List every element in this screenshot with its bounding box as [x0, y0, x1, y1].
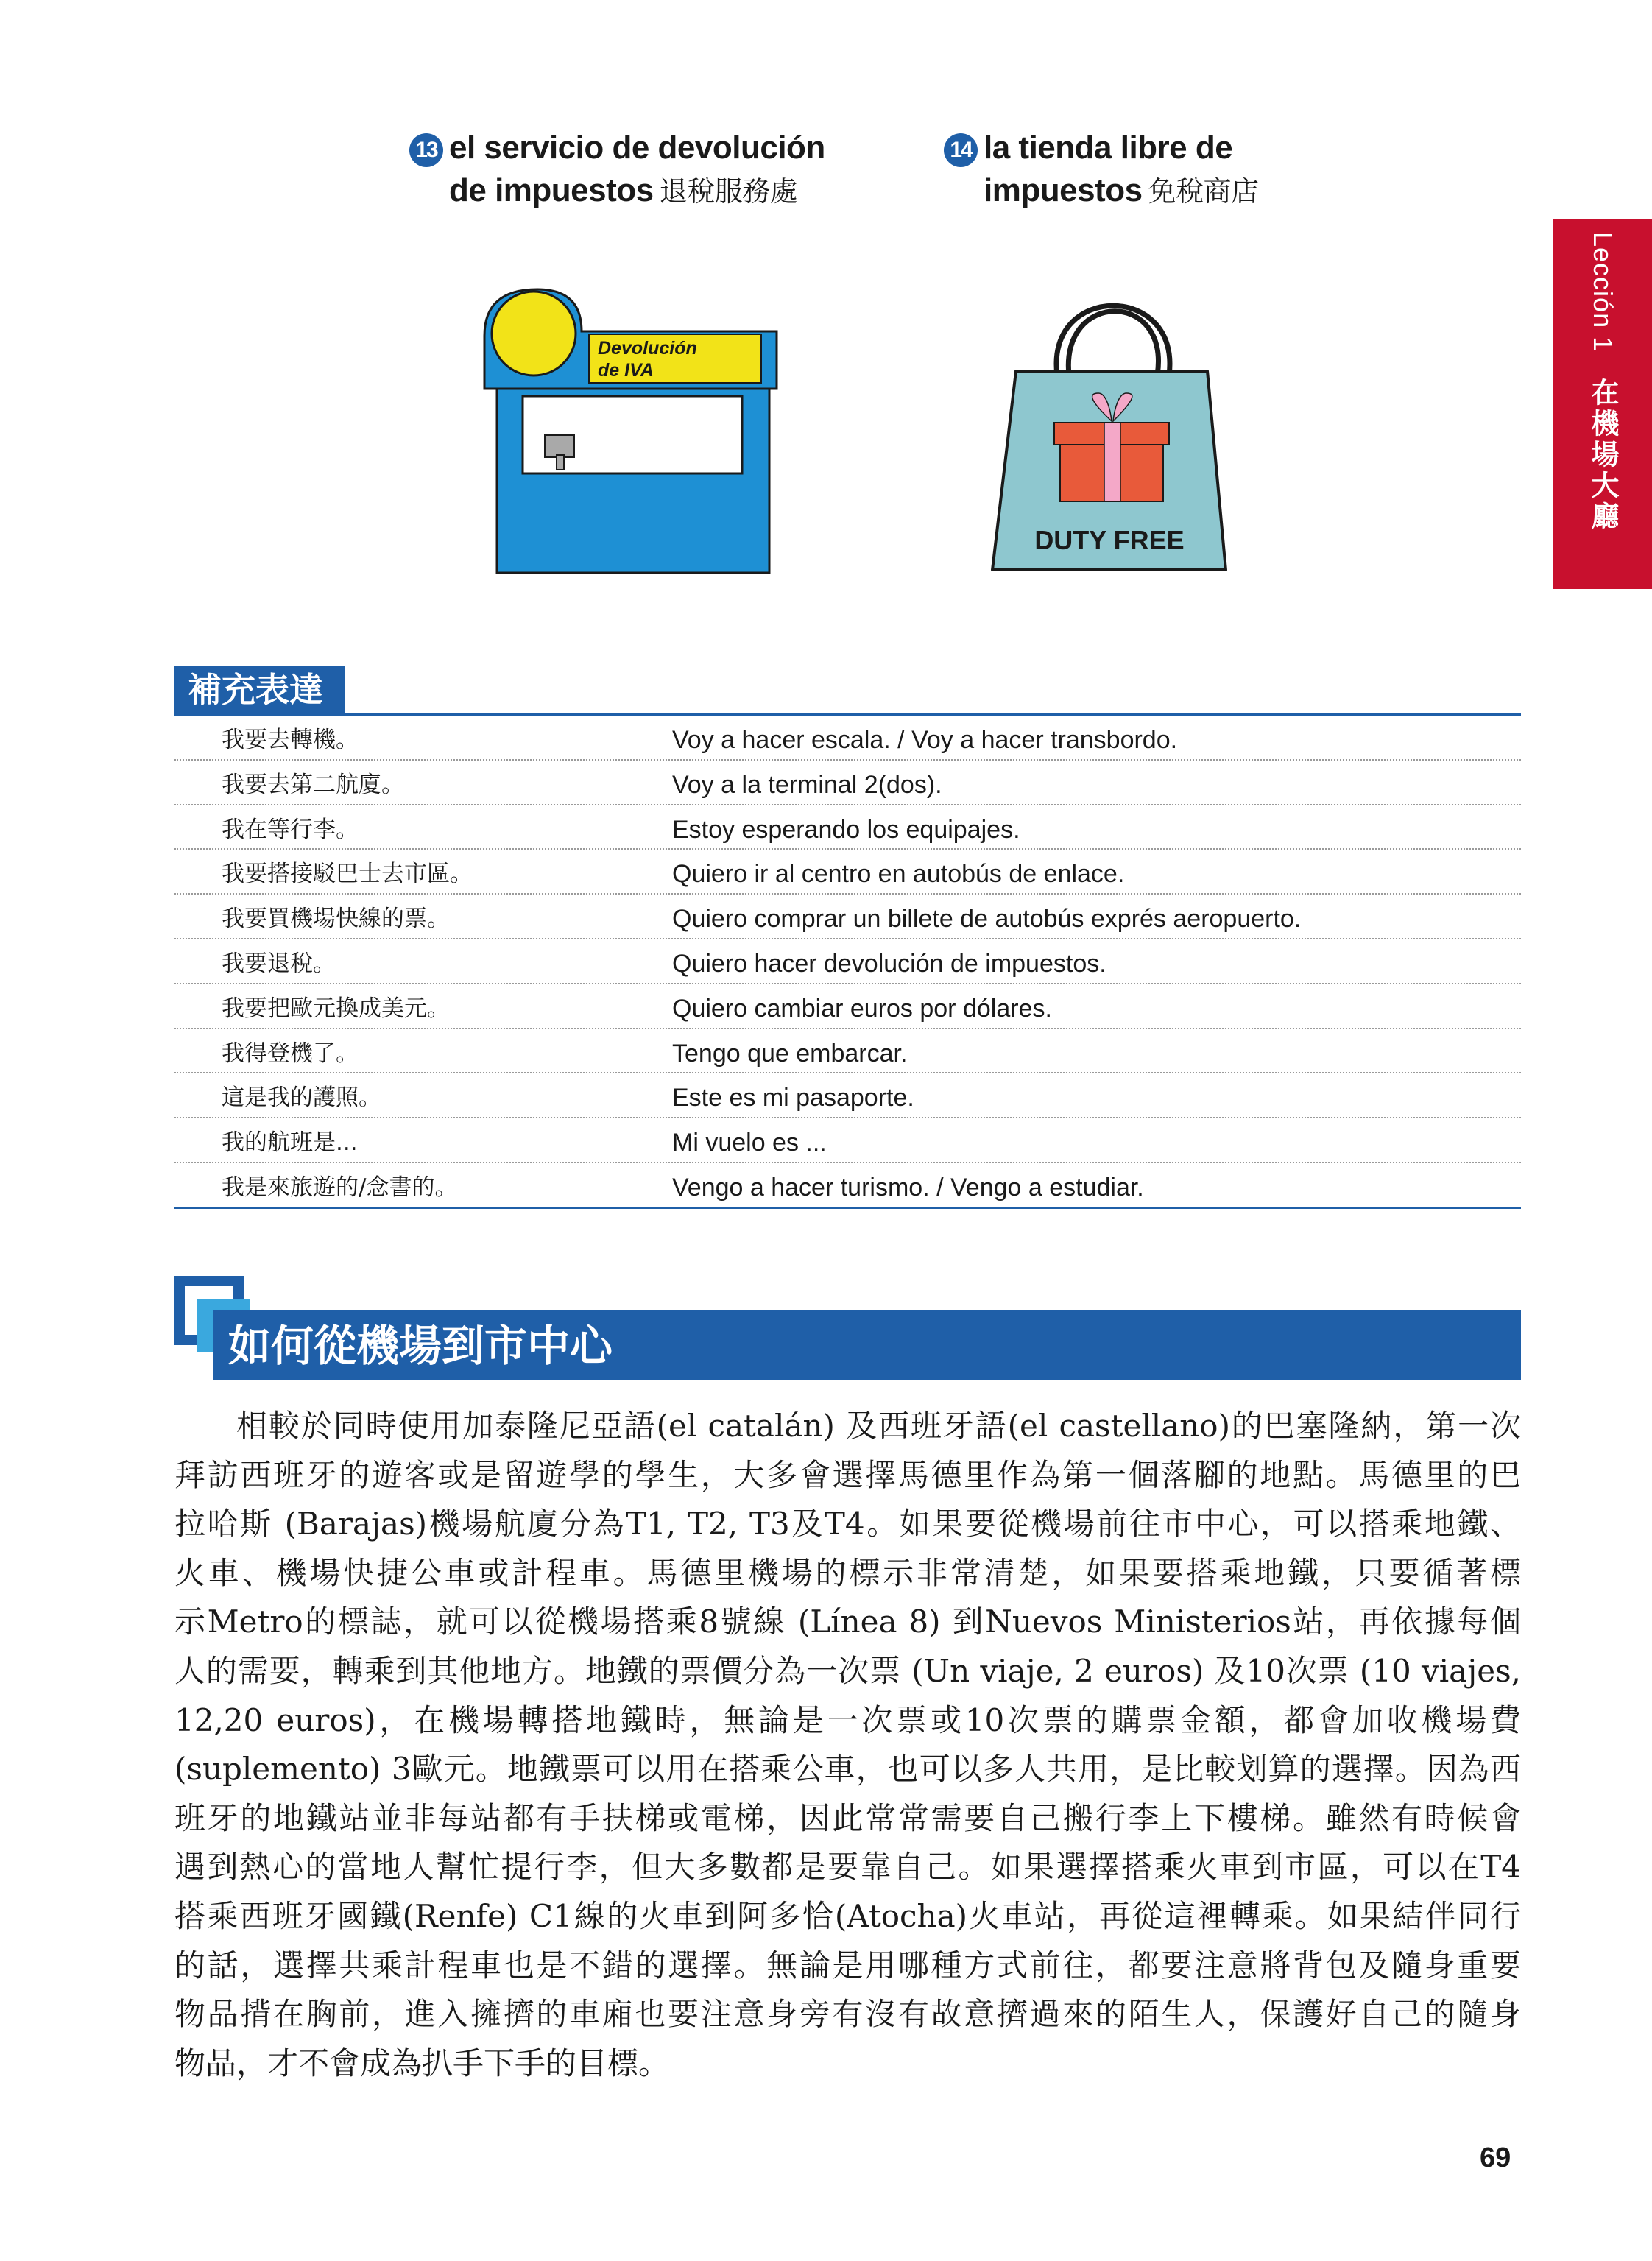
paragraph-line: (suplemento) 3歐元。地鐵票可以用在搭乘公車，也可以多人共用，是比較划算的選擇。因為西: [174, 1751, 1521, 1788]
page-number: 69: [1480, 2142, 1511, 2173]
bag-text: DUTY FREE: [1034, 525, 1185, 555]
paragraph-line: 示Metro的標誌，就可以從機場搭乘8號線 (Línea 8) 到Nuevos Ministerios站，再依據每個: [174, 1604, 1521, 1640]
vocab-item-14: [944, 127, 1259, 213]
paragraph-line: 的話，選擇共乘計程車也是不錯的選擇。無論是用哪種方式前往，都要注意將背包及隨身重要: [174, 1947, 1521, 1983]
table-row: 我要退稅。 Quiero hacer devolución de impuestos.: [174, 939, 1521, 984]
table-row: 我要搭接駁巴士去市區。 Quiero ir al centro en autobús de enlace.: [174, 850, 1521, 895]
vocab-term-line2: de impuestos: [449, 172, 654, 208]
paragraph-line: 拜訪西班牙的遊客或是留遊學的學生，大多會選擇馬德里作為第一個落腳的地點。馬德里的巴: [174, 1456, 1521, 1493]
lesson-side-tab: [1553, 219, 1652, 589]
paragraph-line: 物品揹在胸前，進入擁擠的車廂也要注意身旁有沒有故意擠過來的陌生人，保護好自己的隨身: [174, 1996, 1521, 2033]
paragraph-line: 物品，才不會成為扒手下手的目標。: [174, 2045, 670, 2081]
vocab-translation: 免稅商店: [1148, 175, 1259, 208]
table-row: 我要買機場快線的票。 Quiero comprar un billete de autobús exprés aeropuerto.: [174, 895, 1521, 939]
table-row: 我在等行李。 Estoy esperando los equipajes.: [174, 805, 1521, 850]
number-badge: 13: [409, 133, 443, 167]
paragraph-line: 拉哈斯 (Barajas)機場航廈分為T1, T2, T3及T4。如果要從機場前往市中心，可以搭乘地鐵、: [174, 1506, 1521, 1542]
supplementary-title: 補充表達: [174, 666, 345, 714]
number-badge: 14: [944, 133, 978, 167]
table-row: 我的航班是... Mi vuelo es ...: [174, 1118, 1521, 1163]
vocab-term-line2: impuestos: [984, 172, 1143, 208]
table-row: 我要去轉機。 Voy a hacer escala. / Voy a hacer transbordo.: [174, 716, 1521, 761]
paragraph-line: 搭乘西班牙國鐵(Renfe) C1線的火車到阿多恰(Atocha)火車站，再從這裡轉乘。如果結伴同行: [174, 1897, 1521, 1934]
table-row: 我得登機了。 Tengo que embarcar.: [174, 1029, 1521, 1074]
table-row: 這是我的護照。 Este es mi pasaporte.: [174, 1073, 1521, 1118]
table-row: 我要去第二航廈。 Voy a la terminal 2(dos).: [174, 761, 1521, 805]
paragraph-line: 相較於同時使用加泰隆尼亞語(el catalán) 及西班牙語(el castellano)的巴塞隆納，第一次: [236, 1408, 1521, 1444]
vocab-term-line1: la tienda libre de: [984, 130, 1233, 166]
lesson-number: Lección 1: [1588, 232, 1618, 353]
paragraph-line: 遇到熱心的當地人幫忙提行李，但大多數都是要靠自己。如果選擇搭乘火車到市區，可以在T4: [174, 1849, 1521, 1886]
tax-refund-booth-illustration: [479, 278, 788, 580]
sign-text: Devolución de IVA: [598, 338, 697, 381]
lesson-title: 在機場大廳: [1586, 377, 1619, 532]
body-paragraph: [174, 1402, 1521, 2088]
table-row: 我是來旅遊的/念書的。 Vengo a hacer turismo. / Vengo a estudiar.: [174, 1163, 1521, 1209]
supplementary-table: [174, 716, 1521, 1209]
paragraph-line: 火車、機場快捷公車或計程車。馬德里機場的標示非常清楚，如果要搭乘地鐵，只要循著標: [174, 1554, 1521, 1591]
paragraph-line: 班牙的地鐵站並非每站都有手扶梯或電梯，因此常常需要自己搬行李上下樓梯。雖然有時候會: [174, 1799, 1521, 1836]
vocab-item-13: [409, 127, 825, 213]
section-title: 如何從機場到市中心: [228, 1321, 613, 1371]
vocab-translation: 退稅服務處: [659, 175, 798, 208]
paragraph-line: 12,20 euros)，在機場轉搭地鐵時，無論是一次票或10次票的購票金額，都會加收機場費: [174, 1701, 1521, 1738]
vocab-term-line1: el servicio de devolución: [449, 130, 825, 166]
table-row: 我要把歐元換成美元。 Quiero cambiar euros por dólares.: [174, 984, 1521, 1029]
paragraph-line: 人的需要，轉乘到其他地方。地鐵的票價分為一次票 (Un viaje, 2 euros) 及10次票 (10 viajes,: [174, 1652, 1521, 1689]
